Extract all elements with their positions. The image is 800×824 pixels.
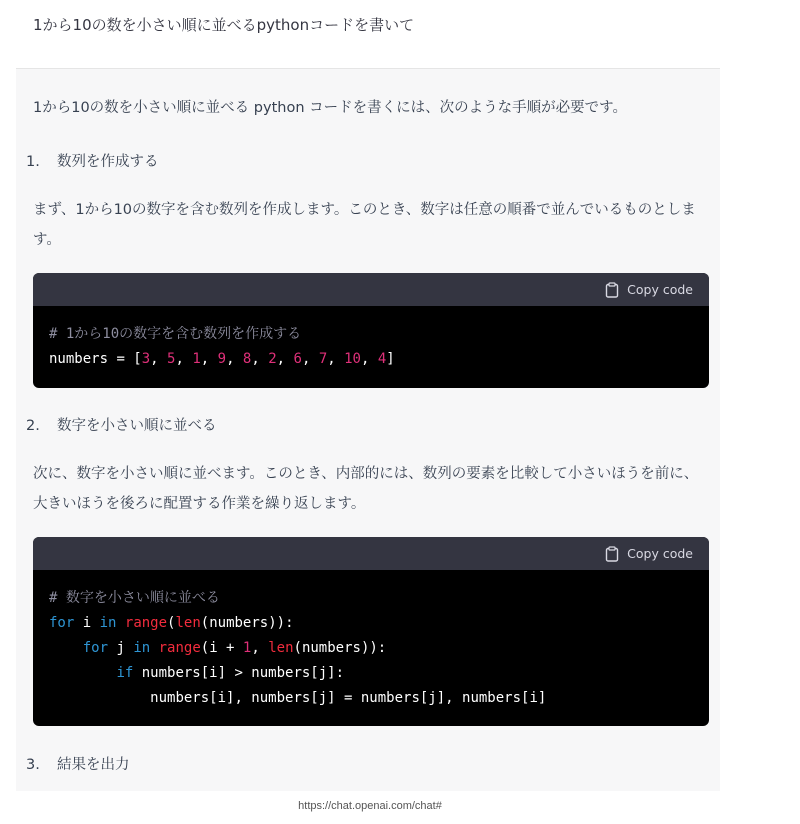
intro-text: 1から10の数を小さい順に並べる python コードを書くには、次のような手順が必要です。 <box>33 100 627 116</box>
fn-len: len <box>268 640 294 656</box>
paragraph-2: 次に、数字を小さい順に並べます。このとき、内部的には、数列の要素を比較して小さいほうを前に、大きいほうを後ろに配置する作業を繰り返します。 <box>33 466 699 512</box>
code-assign: = [ <box>108 351 142 367</box>
code-number: 3 <box>141 351 151 367</box>
code-separator: , <box>150 351 168 367</box>
code-number: 5 <box>167 351 176 367</box>
step-number: 3. <box>26 757 40 773</box>
kw-for: for <box>49 615 75 631</box>
copy-code-label: Copy code <box>627 282 693 297</box>
code-header <box>33 273 709 306</box>
code-separator: , <box>301 351 319 367</box>
kw-if: if <box>116 665 134 681</box>
code-text: i <box>74 615 100 631</box>
step-item <box>26 414 217 435</box>
code-number: 7 <box>318 351 328 367</box>
code-separator: , <box>251 351 269 367</box>
copy-code-button[interactable] <box>605 546 693 562</box>
code-separator: , <box>276 351 294 367</box>
fn-range: range <box>158 640 201 656</box>
footer-url: https://chat.openai.com/chat# <box>298 800 442 812</box>
step-number: 1. <box>26 154 40 170</box>
code-separator: , <box>327 351 345 367</box>
step-title: 数字を小さい順に並べる <box>57 418 217 434</box>
code-separator: , <box>175 351 193 367</box>
code-number: 1 <box>192 351 201 367</box>
step-item <box>26 753 130 774</box>
copy-code-label: Copy code <box>627 546 693 561</box>
code-text: numbers[i] > numbers[j]: <box>133 665 345 681</box>
code-block-1 <box>33 273 709 388</box>
number-list <box>142 351 387 367</box>
code-separator: , <box>226 351 243 367</box>
code-separator: , <box>360 351 378 367</box>
kw-in: in <box>133 640 151 656</box>
code-text: (i + <box>200 640 243 656</box>
clipboard-icon <box>605 282 619 298</box>
code-text: (numbers)): <box>200 615 294 631</box>
code-number: 4 <box>377 351 387 367</box>
kw-for: for <box>82 640 109 656</box>
code-text: ( <box>167 615 176 631</box>
copy-code-button[interactable] <box>605 282 693 298</box>
code-comment: # 数字を小さい順に並べる <box>49 590 220 606</box>
code-text <box>150 640 158 656</box>
code-text: (numbers)): <box>293 640 387 656</box>
code-comment: # 1から10の数字を含む数列を作成する <box>49 326 302 342</box>
kw-in: in <box>99 615 117 631</box>
code-header <box>33 537 709 570</box>
code-var: numbers <box>49 351 109 367</box>
assistant-message <box>16 68 720 791</box>
step-title: 結果を出力 <box>57 757 130 773</box>
code-number: 2 <box>268 351 277 367</box>
step-number: 2. <box>26 418 40 434</box>
code-number: 9 <box>217 351 227 367</box>
code-text <box>116 615 124 631</box>
fn-range: range <box>124 615 168 631</box>
clipboard-icon <box>605 546 619 562</box>
code-content <box>33 306 709 388</box>
step-item <box>26 150 159 171</box>
code-text: numbers[i], numbers[j] = numbers[j], numbers[i] <box>150 690 547 706</box>
code-block-2 <box>33 537 709 726</box>
code-number: 6 <box>293 351 302 367</box>
code-text: j <box>108 640 134 656</box>
user-message: 1から10の数を小さい順に並べるpythonコードを書いて <box>33 16 415 34</box>
code-text: , <box>251 640 269 656</box>
code-close: ] <box>386 351 395 367</box>
code-number: 1 <box>242 640 252 656</box>
code-number: 10 <box>344 351 361 367</box>
code-number: 8 <box>242 351 252 367</box>
paragraph-1: まず、1から10の数字を含む数列を作成します。このとき、数字は任意の順番で並んでいるものとします。 <box>33 202 696 248</box>
step-title: 数列を作成する <box>57 154 159 170</box>
code-content <box>33 570 709 726</box>
fn-len: len <box>175 615 201 631</box>
code-separator: , <box>200 351 218 367</box>
